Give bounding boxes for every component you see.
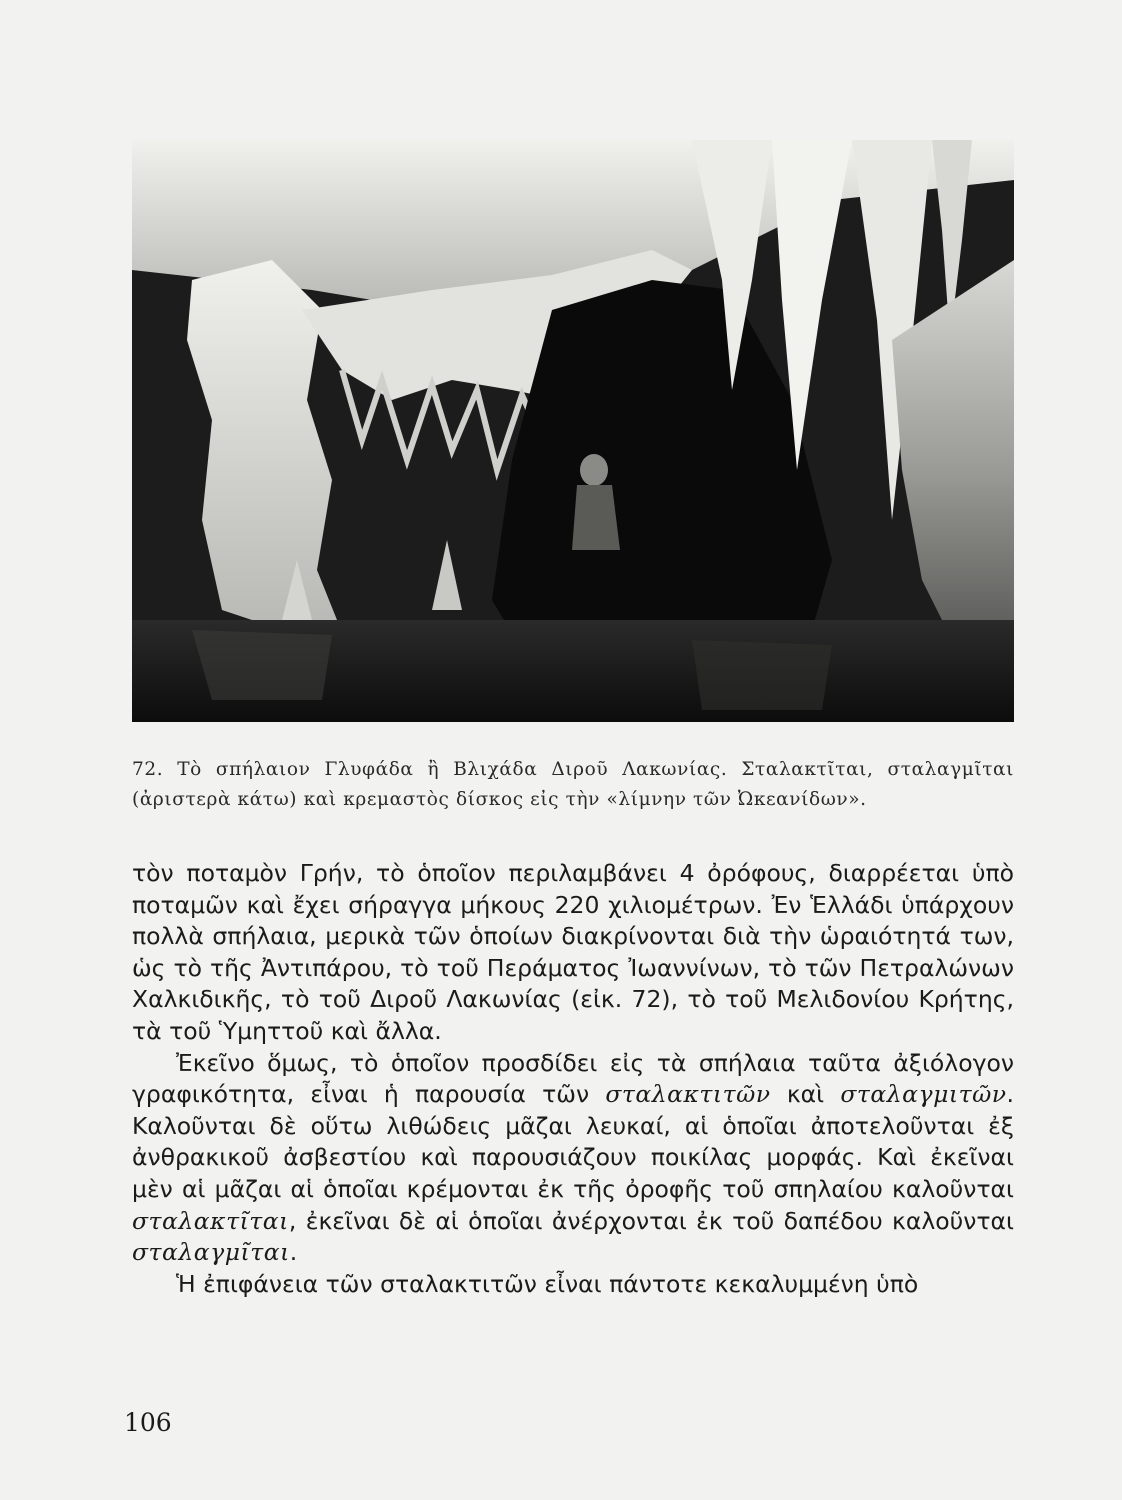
page-number: 106 — [124, 1408, 172, 1437]
paragraph-2-text-1: Ἐκεῖνο ὅμως, τὸ ὁποῖον προσδίδει εἰς τὰ σπήλαια ταῦτα ἀξιόλογον γραφικότητα, εἶναι ἡ παρουσία τῶν — [132, 1048, 1014, 1109]
figure-caption: 72. Τὸ σπήλαιον Γλυφάδα ἢ Βλιχάδα Διροῦ Λακωνίας. Σταλακτῖται, σταλαγμῖται (ἀριστερὰ κάτω) καὶ κρεμαστὸς δίσκος εἰς τὴν «λίμνην τῶν Ὠκεανίδων». — [132, 759, 1014, 810]
term-stalactites: σταλακτῖται — [132, 1206, 289, 1235]
paragraph-2-text-2: καὶ — [770, 1080, 841, 1109]
paragraph-1: τὸν ποταμὸν Γρήν, τὸ ὁποῖον περιλαμβάνει 4 ὀρόφους, διαρρέεται ὑπὸ ποταμῶν καὶ ἔχει σήραγγα μήκους 220 χιλιομέτρων. Ἐν Ἑλλάδι ὑπάρχουν πολλὰ σπήλαια, μερικὰ τῶν ὁποίων διακρίνονται διὰ τὴν ὡραιότητά των, ὡς τὸ τῆς Ἀντιπάρου, τὸ τοῦ Περάματος Ἰωαννίνων, τὸ τῶν Πετραλώνων Χαλκιδικῆς, τὸ τοῦ Διροῦ Λακωνίας (εἰκ. 72), τὸ τοῦ Μελιδονίου Κρήτης, τὰ τοῦ Ὑμηττοῦ καὶ ἄλλα. — [132, 859, 1014, 1045]
cave-photograph — [132, 140, 1014, 722]
body-text — [132, 858, 1014, 1300]
paragraph-3: Ἡ ἐπιφάνεια τῶν σταλακτιτῶν εἶναι πάντοτε κεκαλυμμένη ὑπὸ — [176, 1269, 919, 1298]
term-stalagmites-genitive: σταλαγμιτῶν — [840, 1080, 1007, 1109]
paragraph-2-text-4: , ἐκεῖναι δὲ αἱ ὁποῖαι ἀνέρχονται ἐκ τοῦ δαπέδου καλοῦνται — [288, 1206, 1014, 1235]
cave-photograph-image — [132, 140, 1014, 722]
term-stalactites-genitive: σταλακτιτῶν — [605, 1080, 771, 1109]
paragraph-2-text-3: . Καλοῦνται δὲ οὕτω λιθώδεις μᾶζαι λευκαί, αἱ ὁποῖαι ἀποτελοῦνται ἐξ ἀνθρακικοῦ ἀσβεστίου καὶ παρουσιάζουν ποικίλας μορφάς. Καὶ ἐκεῖναι μὲν αἱ μᾶζαι αἱ ὁποῖαι κρέμονται ἐκ τῆς ὀροφῆς τοῦ σπηλαίου καλοῦνται — [132, 1080, 1015, 1203]
paragraph-2-text-5: . — [289, 1238, 298, 1267]
paragraph-2 — [132, 1048, 1014, 1269]
term-stalagmites: σταλαγμῖται — [132, 1238, 290, 1267]
